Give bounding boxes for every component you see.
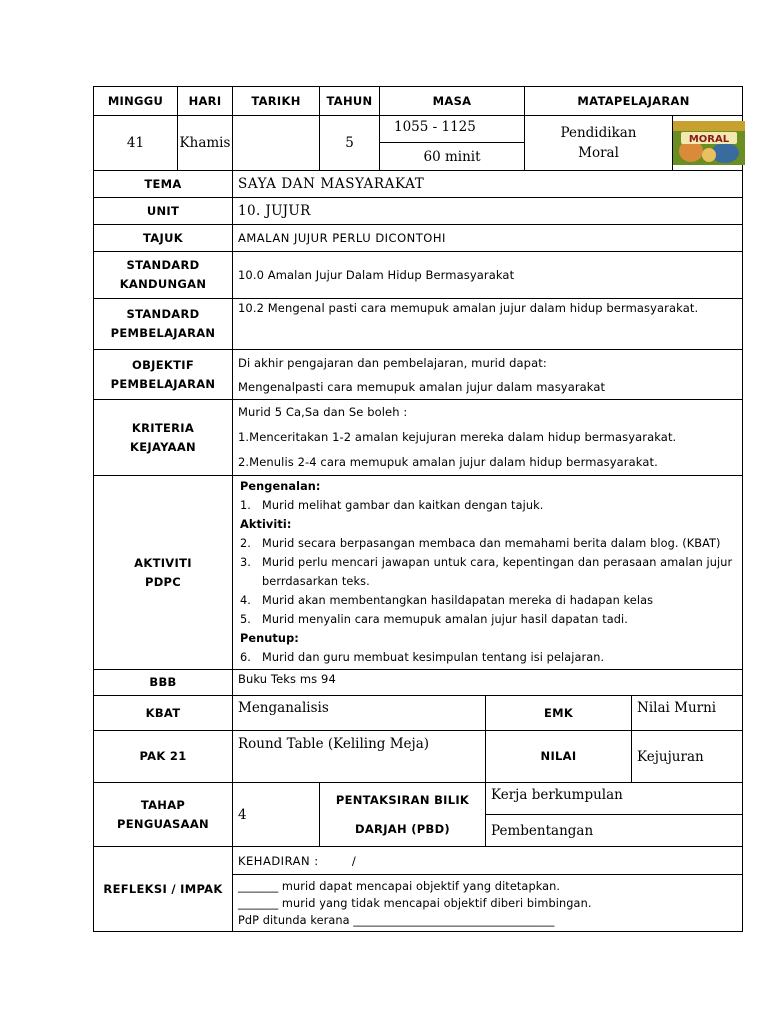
aktiviti-item bbox=[238, 591, 742, 610]
objektif-row bbox=[94, 350, 743, 400]
tahap-value-cell bbox=[233, 783, 320, 847]
aktiviti-heading: Aktiviti: bbox=[240, 518, 292, 531]
refleksi-line-2: _______ murid yang tidak mencapai objektif diberi bimbingan. bbox=[238, 896, 592, 910]
header-matapelajaran: MATAPELAJARAN bbox=[525, 87, 743, 116]
subject-logo-cell bbox=[673, 116, 743, 171]
header-masa: MASA bbox=[380, 87, 525, 116]
kriteria-label-2: KEJAYAAN bbox=[130, 439, 196, 454]
bbb-value: Buku Teks ms 94 bbox=[233, 670, 743, 696]
subject-cell bbox=[525, 116, 673, 171]
lesson-plan-table bbox=[93, 86, 743, 932]
tema-row bbox=[94, 171, 743, 198]
tahap-label bbox=[94, 783, 233, 847]
objektif-line-2: Mengenalpasti cara memupuk amalan jujur dalam masyarakat bbox=[238, 379, 606, 394]
aktiviti-item bbox=[238, 610, 742, 629]
standard-pembelajaran-label-1: STANDARD bbox=[126, 307, 200, 321]
aktiviti-item-text: Murid akan membentangkan hasildapatan mereka di hadapan kelas bbox=[262, 594, 654, 607]
aktiviti-item-text: Murid melihat gambar dan kaitkan dengan tajuk. bbox=[262, 499, 544, 512]
pbd-label-1: PENTAKSIRAN BILIK bbox=[335, 792, 470, 807]
objektif-label-1: OBJEKTIF bbox=[132, 357, 194, 372]
aktiviti-item-text: Murid secara berpasangan membaca dan memahami berita dalam blog. (KBAT) bbox=[262, 537, 721, 550]
kriteria-value bbox=[233, 400, 743, 476]
tajuk-value: AMALAN JUJUR PERLU DICONTOHI bbox=[233, 225, 743, 252]
kriteria-line-2: 1.Menceritakan 1-2 amalan kejujuran mereka dalam hidup bermasyarakat. bbox=[238, 430, 677, 444]
aktiviti-row bbox=[94, 476, 743, 670]
kriteria-line-1: Murid 5 Ca,Sa dan Se boleh : bbox=[238, 405, 408, 419]
nilai-label: NILAI bbox=[486, 731, 632, 783]
pbd-label-2: DARJAH (PBD) bbox=[355, 821, 450, 836]
standard-kandungan-label bbox=[94, 252, 233, 299]
pbd-value-2: Pembentangan bbox=[486, 815, 743, 847]
unit-label: UNIT bbox=[94, 198, 233, 225]
objektif-label-2: PEMBELAJARAN bbox=[110, 376, 216, 391]
kbat-label: KBAT bbox=[94, 696, 233, 731]
tajuk-row bbox=[94, 225, 743, 252]
subject-line2: Moral bbox=[578, 145, 619, 161]
nilai-value: Kejujuran bbox=[632, 731, 743, 783]
moral-book-cover-icon bbox=[673, 121, 745, 165]
standard-kandungan-value: 10.0 Amalan Jujur Dalam Hidup Bermasyarakat bbox=[233, 252, 743, 299]
aktiviti-item bbox=[238, 553, 742, 591]
aktiviti-item-text: Murid perlu mencari jawapan untuk cara, kepentingan dan perasaan amalan jujur berrdasarkan teks. bbox=[262, 556, 733, 588]
aktiviti-content bbox=[233, 476, 743, 670]
tahap-row bbox=[94, 783, 743, 815]
penutup-heading: Penutup: bbox=[240, 632, 299, 645]
header-row bbox=[94, 87, 743, 116]
standard-kandungan-label-1: STANDARD bbox=[126, 258, 200, 272]
standard-pembelajaran-row bbox=[94, 299, 743, 350]
aktiviti-label-2: PDPC bbox=[144, 574, 182, 589]
tahap-label-2: PENGUASAAN bbox=[117, 816, 209, 831]
aktiviti-label-1: AKTIVITI bbox=[134, 555, 192, 570]
info-row bbox=[94, 116, 743, 143]
aktiviti-item-num: 5. bbox=[240, 613, 251, 626]
kbat-value: Menganalisis bbox=[233, 696, 486, 731]
kriteria-line-3: 2.Menulis 2-4 cara memupuk amalan jujur dalam hidup bermasyarakat. bbox=[238, 455, 658, 469]
pak21-label: PAK 21 bbox=[94, 731, 233, 783]
refleksi-content bbox=[233, 875, 743, 932]
refleksi-line-3: PdP ditunda kerana ___________________________________ bbox=[238, 913, 555, 927]
objektif-value bbox=[233, 350, 743, 400]
kriteria-label-1: KRITERIA bbox=[131, 420, 195, 435]
tahun-value: 5 bbox=[320, 116, 380, 171]
header-tarikh: TARIKH bbox=[233, 87, 320, 116]
refleksi-label: REFLEKSI / IMPAK bbox=[94, 847, 233, 932]
kriteria-label bbox=[94, 400, 233, 476]
pengenalan-heading: Pengenalan: bbox=[240, 480, 321, 493]
emk-label: EMK bbox=[486, 696, 632, 731]
logo-text: MORAL bbox=[688, 134, 730, 145]
unit-row bbox=[94, 198, 743, 225]
header-minggu: MINGGU bbox=[94, 87, 178, 116]
aktiviti-item-text: Murid menyalin cara memupuk amalan jujur hasil dapatan tadi. bbox=[262, 613, 628, 626]
masa-time: 1055 - 1125 bbox=[380, 116, 525, 143]
header-tahun: TAHUN bbox=[320, 87, 380, 116]
header-hari: HARI bbox=[178, 87, 233, 116]
refleksi-line-1: _______ murid dapat mencapai objektif yang ditetapkan. bbox=[238, 879, 561, 893]
unit-value: 10. JUJUR bbox=[233, 198, 743, 225]
minggu-value: 41 bbox=[94, 116, 178, 171]
refleksi-row bbox=[94, 847, 743, 875]
pbd-label bbox=[320, 783, 486, 847]
kehadiran-value: KEHADIRAN : / bbox=[233, 847, 743, 875]
bbb-label: BBB bbox=[94, 670, 233, 696]
aktiviti-item-num: 6. bbox=[240, 651, 251, 664]
pak21-row bbox=[94, 731, 743, 783]
standard-pembelajaran-value: 10.2 Mengenal pasti cara memupuk amalan jujur dalam hidup bermasyarakat. bbox=[233, 299, 743, 350]
tarikh-value bbox=[233, 116, 320, 171]
objektif-line-1: Di akhir pengajaran dan pembelajaran, murid dapat: bbox=[238, 355, 547, 370]
hari-value: Khamis bbox=[178, 116, 233, 171]
aktiviti-item-num: 3. bbox=[240, 556, 251, 569]
standard-pembelajaran-label-2: PEMBELAJARAN bbox=[110, 326, 216, 340]
kbat-row bbox=[94, 696, 743, 731]
objektif-label bbox=[94, 350, 233, 400]
pak21-value: Round Table (Keliling Meja) bbox=[233, 731, 486, 783]
aktiviti-item bbox=[238, 496, 742, 515]
tahap-label-1: TAHAP bbox=[140, 797, 186, 812]
subject-line1: Pendidikan bbox=[560, 125, 637, 141]
aktiviti-item bbox=[238, 648, 742, 667]
aktiviti-item-num: 1. bbox=[240, 499, 251, 512]
aktiviti-item-text: Murid dan guru membuat kesimpulan tentang isi pelajaran. bbox=[262, 651, 605, 664]
pbd-value-1: Kerja berkumpulan bbox=[486, 783, 743, 815]
tajuk-label: TAJUK bbox=[94, 225, 233, 252]
aktiviti-label bbox=[94, 476, 233, 670]
emk-value: Nilai Murni bbox=[632, 696, 743, 731]
standard-pembelajaran-label bbox=[94, 299, 233, 350]
kriteria-row bbox=[94, 400, 743, 476]
tema-value: SAYA DAN MASYARAKAT bbox=[233, 171, 743, 198]
aktiviti-item-num: 4. bbox=[240, 594, 251, 607]
tema-label: TEMA bbox=[94, 171, 233, 198]
standard-kandungan-row bbox=[94, 252, 743, 299]
masa-duration: 60 minit bbox=[380, 143, 525, 171]
aktiviti-item-num: 2. bbox=[240, 537, 251, 550]
bbb-row bbox=[94, 670, 743, 696]
tahap-value: 4 bbox=[238, 806, 247, 823]
aktiviti-item bbox=[238, 534, 742, 553]
standard-kandungan-label-2: KANDUNGAN bbox=[119, 277, 207, 291]
